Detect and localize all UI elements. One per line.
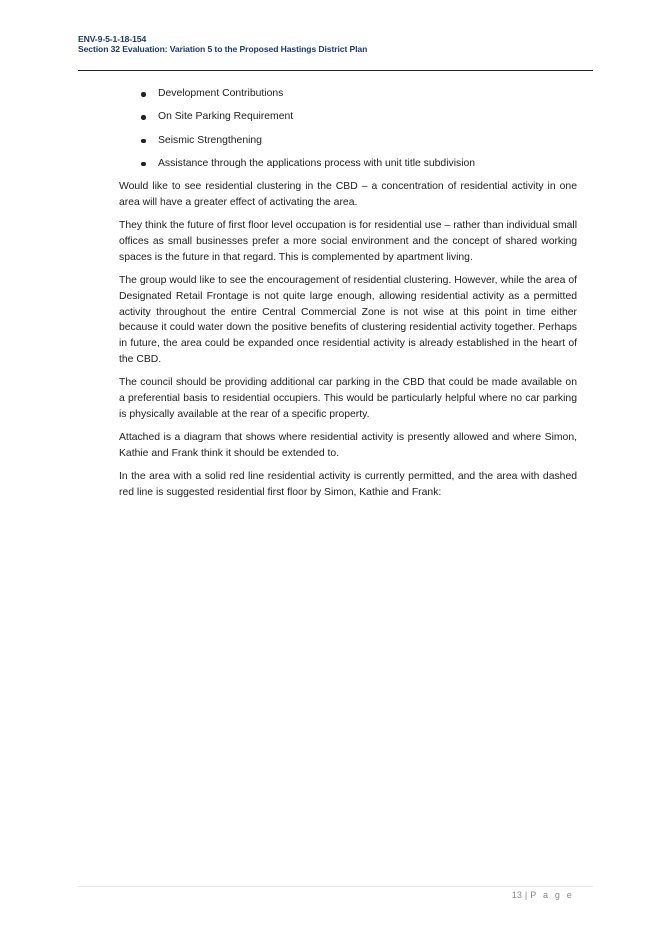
paragraph-first-floor: They think the future of first floor level occupation is for residential use – rather than individual small offices as small businesses prefer a more social environment and the concept of shared working spaces is the future in that regard. This is complemented by apartment living. — [119, 220, 577, 263]
footer-separator: | — [524, 890, 528, 900]
paragraph-retail-frontage: The group would like to see the encouragement of residential clustering. However, while the area of Designated Retail Frontage is not quite large enough, allowing residential activity as a permitted activity throughout the entire Central Commercial Zone is not wise at this point in time either because it could water down the positive benefits of clustering residential activity together. Perhaps in future, the area could be expanded once residential activity is already established in the heart of the CBD. — [119, 274, 577, 365]
bullet-icon — [141, 162, 146, 167]
bullet-text: Seismic Strengthening — [158, 134, 262, 146]
page-label: P a g e — [530, 890, 574, 900]
bullet-icon — [141, 92, 146, 97]
bullet-text: Assistance through the applications process with unit title subdivision — [158, 157, 476, 169]
bullet-item — [119, 133, 577, 156]
footer-divider — [78, 886, 593, 887]
bullet-item — [119, 86, 577, 109]
bullet-icon — [141, 115, 146, 120]
document-id: ENV-9-5-1-18-154 — [78, 34, 147, 44]
bullet-item — [119, 109, 577, 132]
paragraph-car-parking: The council should be providing additional car parking in the CBD that could be made available on a preferential basis to residential occupiers. This would be particularly helpful where no car parking is physically available at the rear of a specific property. — [119, 377, 577, 420]
paragraph-clustering: Would like to see residential clustering in the CBD – a concentration of residential activity in one area will have a greater effect of activating the area. — [119, 181, 577, 208]
page-number: 13 — [511, 890, 522, 900]
bullet-icon — [141, 139, 146, 144]
bullet-text: Development Contributions — [158, 88, 284, 99]
page-header — [78, 34, 594, 54]
bullet-item — [119, 156, 577, 179]
paragraph-diagram-intro: Attached is a diagram that shows where residential activity is presently allowed and where Simon, Kathie and Frank think it should be extended to. — [119, 431, 577, 459]
header-divider — [78, 70, 593, 71]
bullet-list — [119, 86, 577, 179]
page-footer — [512, 889, 574, 901]
document-body — [119, 86, 577, 508]
bullet-text: On Site Parking Requirement — [158, 111, 294, 123]
document-title: Section 32 Evaluation: Variation 5 to the Proposed Hastings District Plan — [78, 44, 368, 54]
paragraph-diagram-legend: In the area with a solid red line residential activity is currently permitted, and the area with dashed red line is suggested residential first floor by Simon, Kathie and Frank: — [119, 470, 577, 498]
